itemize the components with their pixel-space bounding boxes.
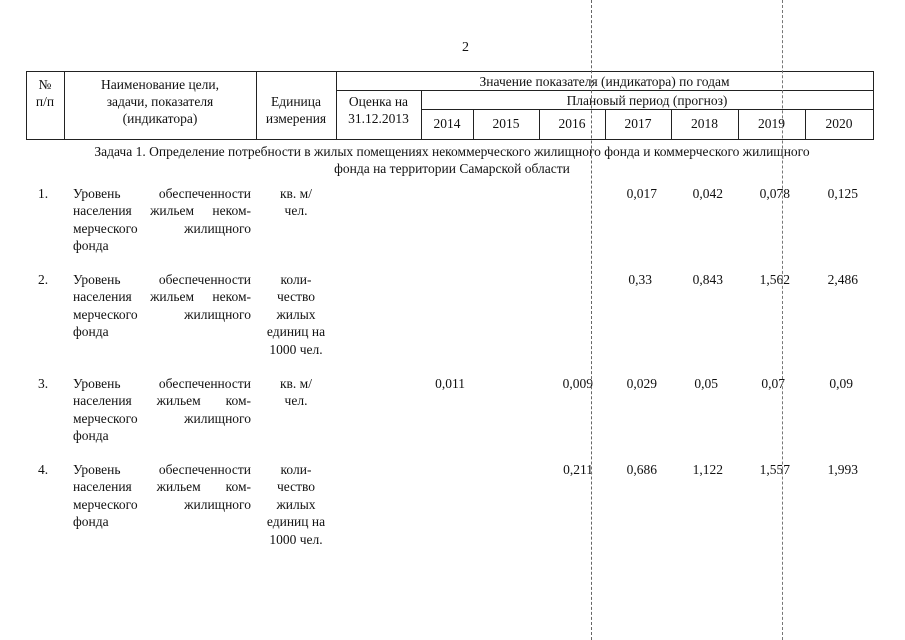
- row-unit: коли- чество жилых единиц на 1000 чел.: [266, 462, 326, 547]
- value-2016: 0,009: [562, 376, 593, 391]
- row-number: 1.: [38, 186, 49, 201]
- value-2017: 0,029: [626, 376, 657, 391]
- header-unit: Единица измерения: [265, 94, 327, 126]
- task-heading: Задача 1. Определение потребности в жилых помещениях некоммерческого жилищного фонда и коммерческого жилищного фонда на территории Самарской области: [94, 144, 810, 176]
- row-unit: кв. м/ чел.: [280, 376, 312, 409]
- row-indicator-name: Уровень обеспеченности населения жильем неком- мерческого жилищного фонда: [73, 272, 251, 340]
- value-2017: 0,686: [626, 462, 657, 477]
- header-year: 2016: [558, 116, 586, 131]
- row-indicator-name: Уровень обеспеченности населения жильем неком- мерческого жилищного фонда: [73, 186, 251, 254]
- header-estimate: Оценка на 31.12.2013: [348, 94, 409, 126]
- scan-artifact-line: [782, 0, 783, 640]
- value-2018: 1,122: [692, 462, 723, 477]
- header-plan-title: Плановый период (прогноз): [566, 93, 728, 108]
- value-2018: 0,042: [692, 186, 723, 201]
- value-2020: 0,09: [829, 376, 853, 391]
- row-indicator-name: Уровень обеспеченности населения жильем ком- мерческого жилищного фонда: [73, 462, 251, 530]
- value-2018: 0,843: [692, 272, 723, 287]
- header-year: 2017: [624, 116, 652, 131]
- header-no: № п/п: [35, 77, 55, 109]
- value-2020: 0,125: [827, 186, 858, 201]
- header-year: 2014: [433, 116, 461, 131]
- page-number: 2: [462, 40, 469, 55]
- row-number: 3.: [38, 376, 49, 391]
- row-unit: коли- чество жилых единиц на 1000 чел.: [266, 272, 326, 357]
- header-year: 2018: [691, 116, 718, 131]
- row-number: 2.: [38, 272, 49, 287]
- header-values-title: Значение показателя (индикатора) по годам: [479, 74, 730, 89]
- row-number: 4.: [38, 462, 49, 477]
- header-year: 2015: [492, 116, 520, 131]
- value-2020: 2,486: [827, 272, 858, 287]
- value-2019: 1,557: [759, 462, 790, 477]
- value-2019: 0,078: [759, 186, 790, 201]
- value-2018: 0,05: [694, 376, 718, 391]
- row-unit: кв. м/ чел.: [280, 186, 312, 219]
- value-2017: 0,33: [628, 272, 652, 287]
- header-year: 2019: [758, 116, 785, 131]
- scan-artifact-line: [591, 0, 592, 640]
- value-2019: 0,07: [761, 376, 785, 391]
- value-2019: 1,562: [759, 272, 790, 287]
- row-indicator-name: Уровень обеспеченности населения жильем ком- мерческого жилищного фонда: [73, 376, 251, 444]
- value-2016: 0,211: [563, 462, 593, 477]
- value-2014: 0,011: [435, 376, 465, 391]
- header-name: Наименование цели, задачи, показателя (индикатора): [100, 77, 220, 126]
- value-2017: 0,017: [626, 186, 657, 201]
- value-2020: 1,993: [827, 462, 858, 477]
- header-year: 2020: [825, 116, 853, 131]
